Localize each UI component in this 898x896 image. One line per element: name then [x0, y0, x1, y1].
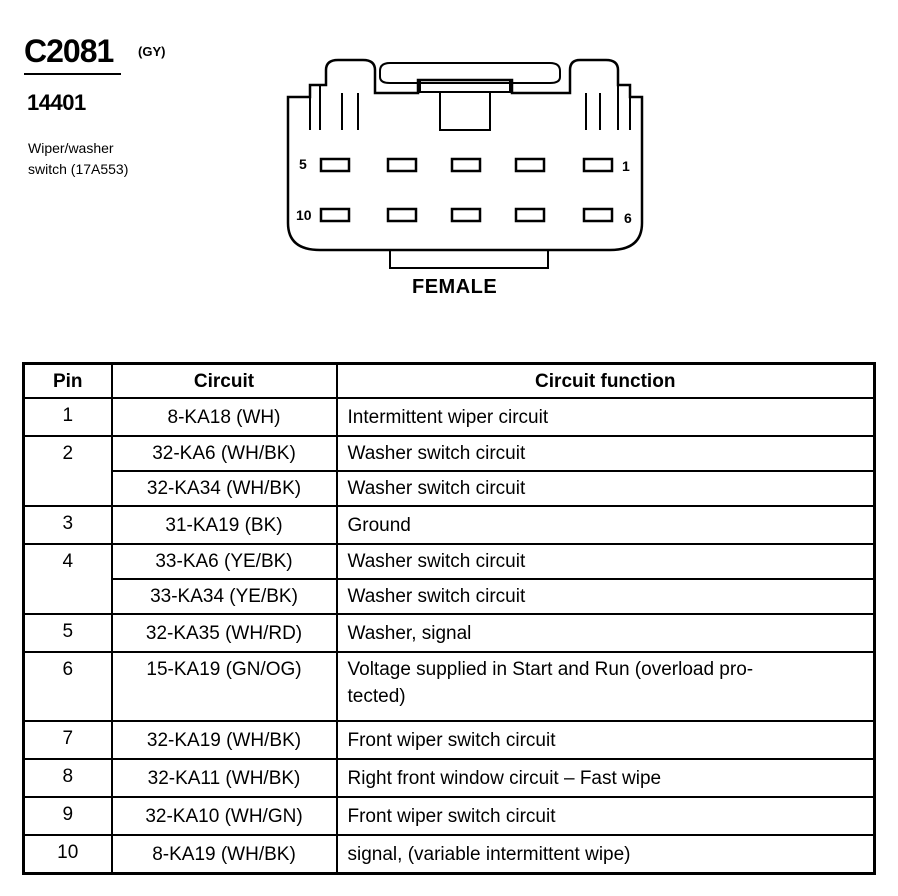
- pin-cell: 3: [24, 506, 112, 544]
- pin-cell: 10: [24, 835, 112, 874]
- pin-cell: 6: [24, 652, 112, 721]
- pin-cavity-6: [584, 209, 612, 221]
- table-row: [24, 544, 875, 579]
- pin-cavity-4: [388, 159, 416, 171]
- pin-cavity-7: [516, 209, 544, 221]
- connector-id: C2081: [24, 33, 114, 69]
- connector-id-underline: [24, 73, 121, 75]
- pin-cell: 7: [24, 721, 112, 759]
- pin-label-1: 1: [622, 158, 630, 174]
- function-line-1: Voltage supplied in Start and Run (overload pro-: [347, 659, 754, 680]
- pinout-table: [22, 362, 876, 875]
- circuit-cell: 32-KA34 (WH/BK): [112, 471, 337, 506]
- connector-key: [420, 80, 510, 92]
- connector-key-block: [440, 92, 490, 130]
- pin-label-6: 6: [624, 210, 632, 226]
- description-line-2: switch (17A553): [28, 161, 129, 177]
- pin-cell: 4: [24, 544, 112, 614]
- function-cell: Washer switch circuit: [337, 579, 875, 614]
- connector-gender-label: FEMALE: [412, 276, 498, 298]
- pin-label-5: 5: [299, 156, 307, 172]
- pin-cell: 5: [24, 614, 112, 652]
- pin-cavity-3: [452, 159, 480, 171]
- pin-cell: 2: [24, 436, 112, 506]
- circuit-cell: 32-KA35 (WH/RD): [112, 614, 337, 652]
- circuit-cell: 32-KA19 (WH/BK): [112, 721, 337, 759]
- table-row: [24, 398, 875, 436]
- table-row: [24, 759, 875, 797]
- connector-face-diagram: [280, 55, 660, 275]
- function-cell: Right front window circuit – Fast wipe: [337, 759, 875, 797]
- pin-label-10: 10: [296, 207, 312, 223]
- function-cell: signal, (variable intermittent wipe): [337, 835, 875, 874]
- table-row: [24, 652, 875, 721]
- circuit-cell: 15-KA19 (GN/OG): [112, 652, 337, 721]
- table-row: [24, 436, 875, 471]
- circuit-cell: 32-KA6 (WH/BK): [112, 436, 337, 471]
- pin-cell: 9: [24, 797, 112, 835]
- pin-cell: 1: [24, 398, 112, 436]
- connector-left-rib: [342, 93, 358, 130]
- circuit-cell: 33-KA34 (YE/BK): [112, 579, 337, 614]
- connector-right-rib: [586, 93, 600, 130]
- function-cell: [337, 652, 875, 721]
- table-row: [24, 721, 875, 759]
- header-circuit-function: Circuit function: [337, 364, 875, 399]
- table-row: [24, 614, 875, 652]
- pin-cavity-9: [388, 209, 416, 221]
- table-row: [24, 506, 875, 544]
- function-cell: Front wiper switch circuit: [337, 721, 875, 759]
- pin-cell: 8: [24, 759, 112, 797]
- pin-cavity-10: [321, 209, 349, 221]
- circuit-cell: 31-KA19 (BK): [112, 506, 337, 544]
- circuit-cell: 32-KA11 (WH/BK): [112, 759, 337, 797]
- table-row: [24, 835, 875, 874]
- function-cell: Washer switch circuit: [337, 544, 875, 579]
- pin-cavity-5: [321, 159, 349, 171]
- function-cell: Washer switch circuit: [337, 471, 875, 506]
- pin-cavity-2: [516, 159, 544, 171]
- function-cell: Washer switch circuit: [337, 436, 875, 471]
- connector-description: [28, 138, 128, 180]
- pin-cavity-8: [452, 209, 480, 221]
- function-line-2: tected): [347, 686, 406, 707]
- table-row: [24, 471, 875, 506]
- function-cell: Ground: [337, 506, 875, 544]
- part-number: 14401: [27, 90, 86, 115]
- circuit-cell: 8-KA19 (WH/BK): [112, 835, 337, 874]
- function-cell: Washer, signal: [337, 614, 875, 652]
- table-row: [24, 797, 875, 835]
- header-pin: Pin: [24, 364, 112, 399]
- connector-bottom-tab: [390, 250, 548, 268]
- description-line-1: Wiper/washer: [28, 140, 114, 156]
- circuit-cell: 33-KA6 (YE/BK): [112, 544, 337, 579]
- pin-cavity-1: [584, 159, 612, 171]
- function-cell: Front wiper switch circuit: [337, 797, 875, 835]
- connector-color-code: (GY): [138, 44, 166, 59]
- table-row: [24, 579, 875, 614]
- header-circuit: Circuit: [112, 364, 337, 399]
- function-cell: Intermittent wiper circuit: [337, 398, 875, 436]
- table-header-row: [24, 364, 875, 399]
- circuit-cell: 8-KA18 (WH): [112, 398, 337, 436]
- circuit-cell: 32-KA10 (WH/GN): [112, 797, 337, 835]
